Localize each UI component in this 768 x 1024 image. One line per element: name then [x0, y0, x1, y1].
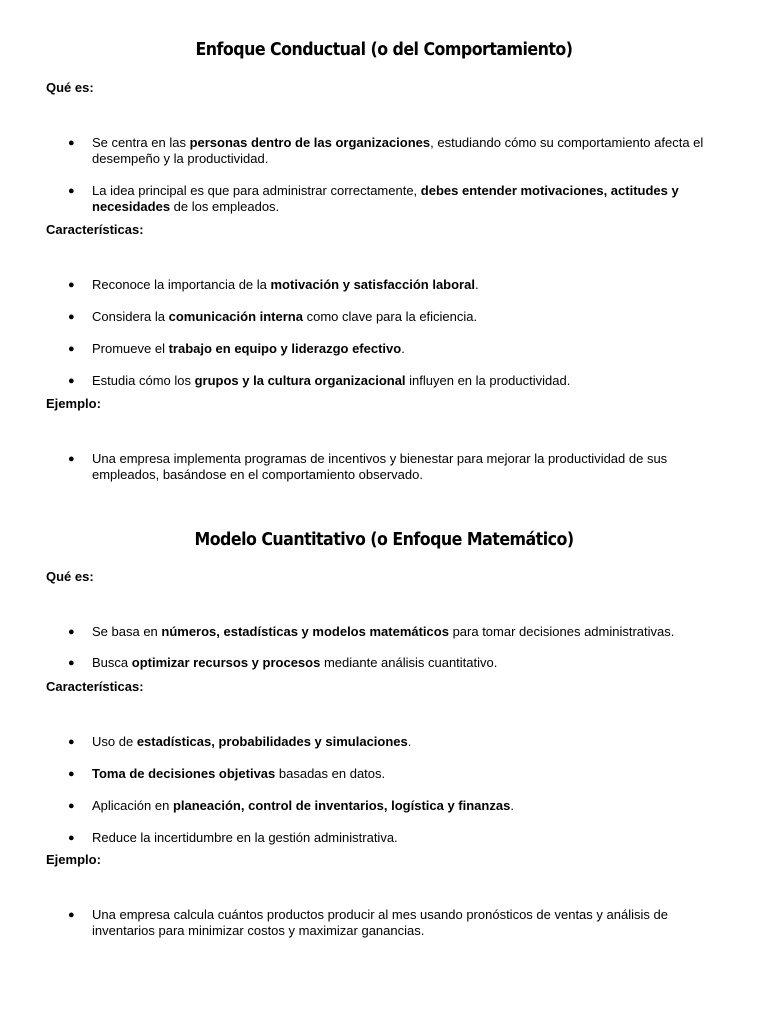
text-run: .: [474, 277, 479, 292]
text-run: .: [401, 341, 405, 356]
item-text: [92, 277, 479, 292]
list-item: [68, 655, 712, 671]
bullet-icon: ●: [68, 137, 75, 149]
list-item: [68, 734, 712, 750]
item-text: [92, 451, 667, 482]
list-item: [68, 309, 712, 325]
text-run: Uso de: [92, 734, 137, 749]
text-run: Se basa en: [92, 624, 162, 639]
bold-text-run: planeación, control de inventarios, logística y finanzas: [172, 798, 511, 813]
text-run: , estudiando cómo su comportamiento afecta el desempeño y la productividad.: [92, 135, 704, 166]
bold-text-run: debes entender motivaciones, actitudes y necesidades: [92, 183, 679, 214]
bold-text-run: optimizar recursos y procesos: [131, 655, 321, 670]
text-run: Promueve el: [92, 341, 169, 356]
text-run: Busca: [92, 655, 132, 670]
text-run: .: [407, 734, 412, 749]
list-item: [68, 830, 712, 846]
bullet-icon: ●: [68, 185, 75, 197]
text-run: de los empleados.: [170, 199, 280, 214]
section-title: Modelo Cuantitativo (o Enfoque Matemático): [194, 529, 574, 550]
text-run: para tomar decisiones administrativas.: [448, 624, 675, 639]
bold-text-run: Toma de decisiones objetivas: [92, 766, 276, 781]
que-es-label: Qué es:: [46, 569, 94, 584]
bullet-icon: ●: [68, 768, 75, 780]
item-text: [92, 624, 674, 639]
section-title: Enfoque Conductual (o del Comportamiento): [195, 39, 573, 60]
bold-text-run: números, estadísticas y modelos matemáticos: [161, 624, 449, 639]
text-run: .: [510, 798, 514, 813]
item-text: [92, 341, 405, 356]
caracteristicas-label: Características:: [46, 222, 144, 237]
bullet-icon: ●: [68, 375, 75, 387]
bold-text-run: personas dentro de las organizaciones: [189, 135, 431, 150]
bold-text-run: estadísticas, probabilidades y simulaciones: [136, 734, 408, 749]
bullet-icon: ●: [68, 657, 75, 669]
item-text: [92, 907, 668, 938]
text-run: Considera la: [92, 309, 169, 324]
bold-text-run: motivación y satisfacción laboral: [270, 277, 475, 292]
item-text: [92, 766, 385, 781]
que-es-label: Qué es:: [46, 80, 94, 95]
item-text: [92, 309, 477, 324]
text-run: influyen en la productividad.: [405, 373, 571, 388]
bullet-icon: ●: [68, 279, 75, 291]
text-run: Reconoce la importancia de la: [92, 277, 271, 292]
ejemplo-label: Ejemplo:: [46, 852, 101, 867]
list-item: [68, 135, 712, 167]
bullet-icon: ●: [68, 800, 75, 812]
text-run: como clave para la eficiencia.: [302, 309, 478, 324]
list-item: [68, 341, 712, 357]
bold-text-run: comunicación interna: [168, 309, 303, 324]
list-item: [68, 907, 712, 939]
item-text: [92, 734, 411, 749]
list-item: [68, 624, 712, 640]
text-run: basadas en datos.: [275, 766, 386, 781]
item-text: [92, 655, 497, 670]
bullet-icon: ●: [68, 736, 75, 748]
text-run: Estudia cómo los: [92, 373, 195, 388]
bullet-icon: ●: [68, 909, 75, 921]
bold-text-run: grupos y la cultura organizacional: [194, 373, 406, 388]
text-run: Reduce la incertidumbre en la gestión administrativa.: [92, 830, 398, 845]
section-enfoque-conductual: [0, 38, 768, 482]
section-modelo-cuantitativo: [0, 528, 768, 938]
bullet-icon: ●: [68, 311, 75, 323]
list-item: [68, 766, 712, 782]
bullet-icon: ●: [68, 626, 75, 638]
text-run: Una empresa implementa programas de incentivos y bienestar para mejorar la productividad de sus empleados, basándose en el comportamiento observado.: [92, 451, 668, 482]
list-item: [68, 451, 712, 483]
list-item: [68, 798, 712, 814]
bold-text-run: trabajo en equipo y liderazgo efectivo: [168, 341, 402, 356]
item-text: [92, 830, 398, 845]
list-item: [68, 373, 712, 389]
caracteristicas-label: Características:: [46, 679, 144, 694]
bullet-icon: ●: [68, 453, 75, 465]
text-run: La idea principal es que para administrar correctamente,: [92, 183, 421, 198]
item-text: [92, 373, 570, 388]
text-run: Se centra en las: [92, 135, 190, 150]
ejemplo-label: Ejemplo:: [46, 396, 101, 411]
item-text: [92, 798, 514, 813]
list-item: [68, 277, 712, 293]
item-text: [92, 135, 703, 166]
text-run: mediante análisis cuantitativo.: [320, 655, 498, 670]
list-item: [68, 183, 712, 215]
text-run: Una empresa calcula cuántos productos producir al mes usando pronósticos de ventas y análisis de inventarios para minimizar costos y maximizar ganancias.: [92, 907, 668, 938]
text-run: Aplicación en: [92, 798, 173, 813]
bullet-icon: ●: [68, 343, 75, 355]
bullet-icon: ●: [68, 832, 75, 844]
item-text: [92, 183, 679, 214]
